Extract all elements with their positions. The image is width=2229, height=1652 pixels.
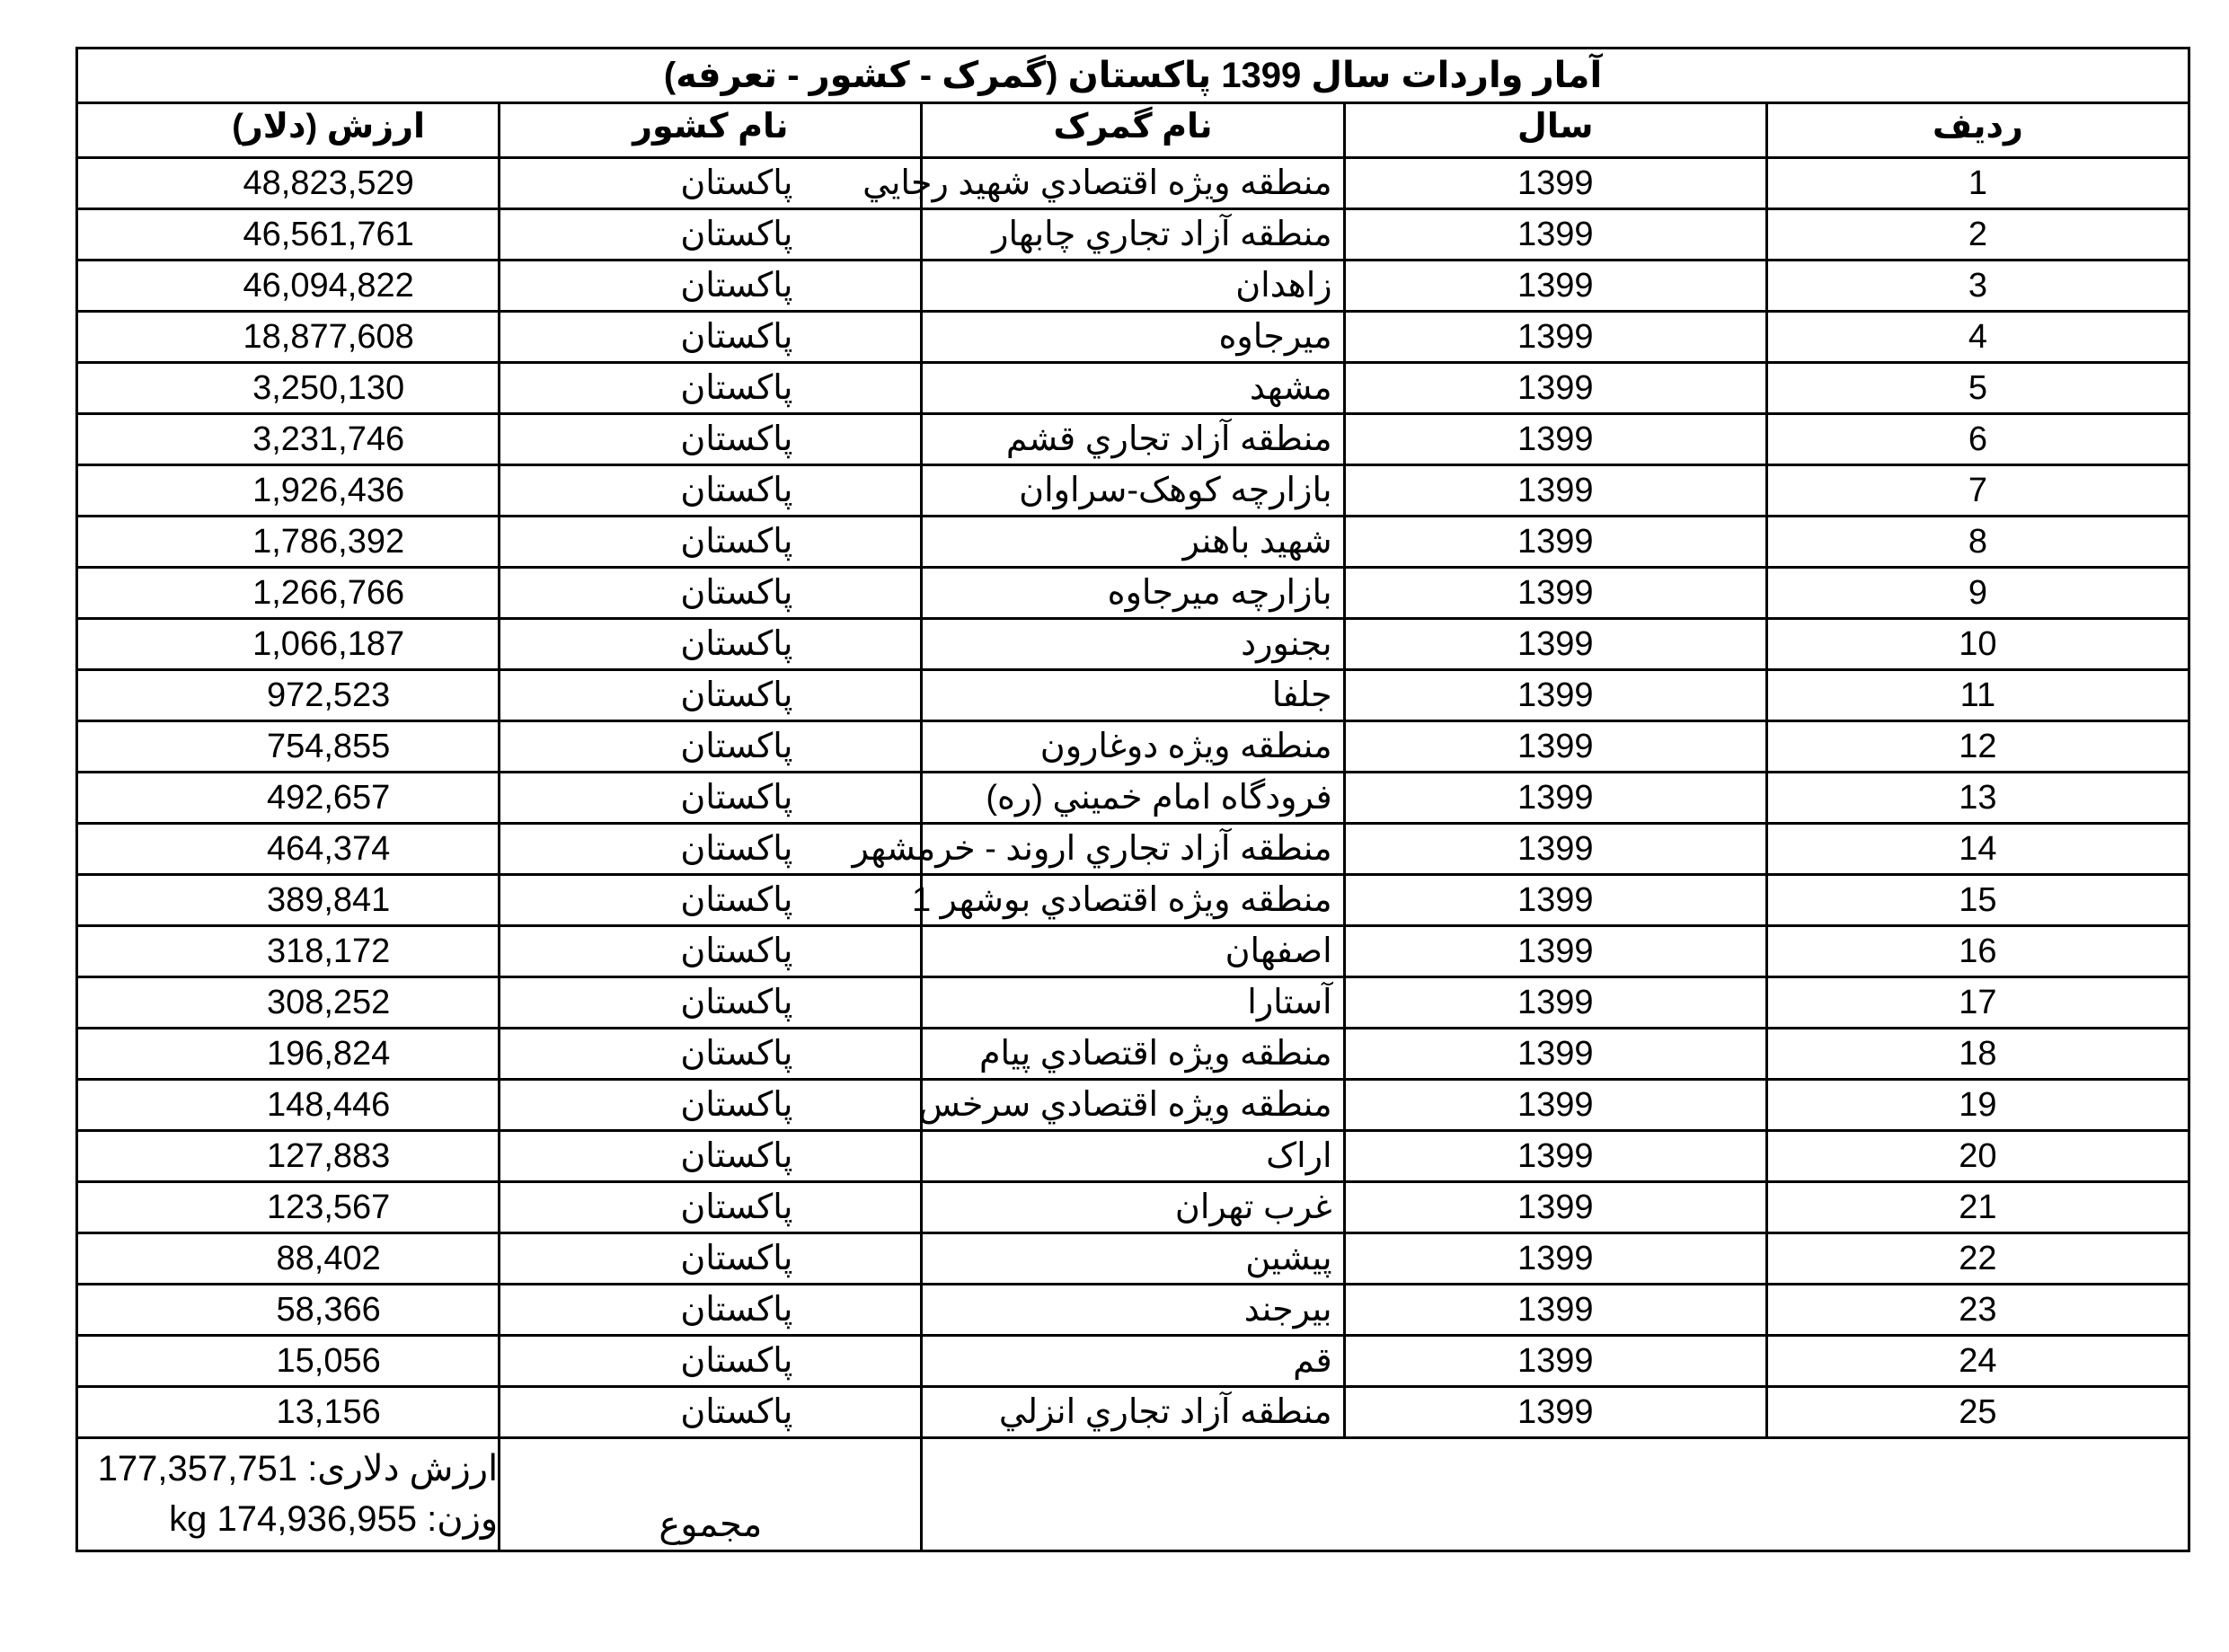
total-empty-cell (922, 1438, 2189, 1551)
table-row (77, 517, 2189, 568)
table-row (77, 1285, 2189, 1336)
cell-value: 492,657 (77, 773, 500, 824)
table-row (77, 721, 2189, 773)
cell-radif: 21 (1766, 1182, 2189, 1233)
table-row (77, 1387, 2189, 1438)
cell-year: 1399 (1344, 209, 1766, 261)
cell-country: پاکستان (500, 1233, 922, 1285)
table-row (77, 977, 2189, 1029)
cell-radif: 25 (1766, 1387, 2189, 1438)
cell-country: پاکستان (500, 209, 922, 261)
header-row (77, 103, 2189, 158)
cell-customs: منطقه ويژه اقتصادي سرخس (922, 1080, 1344, 1131)
cell-year: 1399 (1344, 414, 1766, 465)
cell-year: 1399 (1344, 1233, 1766, 1285)
cell-year: 1399 (1344, 1285, 1766, 1336)
cell-customs: بازارچه ميرجاوه (922, 568, 1344, 619)
cell-country: پاکستان (500, 721, 922, 773)
cell-year: 1399 (1344, 1029, 1766, 1080)
cell-customs: شهيد باهنر (922, 517, 1344, 568)
cell-year: 1399 (1344, 1182, 1766, 1233)
cell-value: 148,446 (77, 1080, 500, 1131)
total-value-label: ارزش دلاری: (307, 1449, 499, 1489)
cell-country: پاکستان (500, 1336, 922, 1387)
total-weight-label: وزن: (427, 1499, 499, 1539)
cell-country: پاکستان (500, 773, 922, 824)
cell-year: 1399 (1344, 875, 1766, 926)
cell-radif: 16 (1766, 926, 2189, 977)
cell-radif: 19 (1766, 1080, 2189, 1131)
cell-customs: منطقه ويژه اقتصادي بوشهر 1 (922, 875, 1344, 926)
cell-radif: 5 (1766, 363, 2189, 414)
header-value: ارزش (دلار) (77, 103, 500, 158)
cell-customs: غرب تهران (922, 1182, 1344, 1233)
cell-year: 1399 (1344, 1336, 1766, 1387)
table-row (77, 1029, 2189, 1080)
cell-radif: 4 (1766, 312, 2189, 363)
cell-value: 196,824 (77, 1029, 500, 1080)
table-body (77, 158, 2189, 1438)
table-row (77, 1131, 2189, 1182)
cell-value: 13,156 (77, 1387, 500, 1438)
cell-value: 48,823,529 (77, 158, 500, 209)
cell-country: پاکستان (500, 824, 922, 875)
table-row (77, 568, 2189, 619)
cell-customs: جلفا (922, 670, 1344, 721)
cell-year: 1399 (1344, 312, 1766, 363)
cell-customs: منطقه ويژه اقتصادي شهيد رجايي (922, 158, 1344, 209)
cell-value: 389,841 (77, 875, 500, 926)
cell-value: 3,231,746 (77, 414, 500, 465)
cell-customs: منطقه ويژه اقتصادي پيام (922, 1029, 1344, 1080)
total-value: 177,357,751 (97, 1449, 298, 1489)
cell-value: 308,252 (77, 977, 500, 1029)
cell-country: پاکستان (500, 1131, 922, 1182)
title-row (77, 49, 2189, 103)
cell-country: پاکستان (500, 1080, 922, 1131)
cell-country: پاکستان (500, 1285, 922, 1336)
table-row (77, 261, 2189, 312)
cell-customs: بيرجند (922, 1285, 1344, 1336)
cell-radif: 22 (1766, 1233, 2189, 1285)
cell-radif: 9 (1766, 568, 2189, 619)
cell-customs: آستارا (922, 977, 1344, 1029)
cell-value: 464,374 (77, 824, 500, 875)
total-row (77, 1438, 2189, 1551)
cell-country: پاکستان (500, 1182, 922, 1233)
cell-radif: 6 (1766, 414, 2189, 465)
cell-radif: 8 (1766, 517, 2189, 568)
table-row (77, 619, 2189, 670)
table-title: آمار واردات سال 1399 پاکستان (گمرک - کشور - تعرفه) (77, 49, 2189, 103)
cell-value: 88,402 (77, 1233, 500, 1285)
cell-customs: ميرجاوه (922, 312, 1344, 363)
cell-radif: 1 (1766, 158, 2189, 209)
cell-value: 1,266,766 (77, 568, 500, 619)
import-stats-sheet (75, 47, 2190, 1552)
cell-country: پاکستان (500, 568, 922, 619)
cell-year: 1399 (1344, 1131, 1766, 1182)
cell-customs: اصفهان (922, 926, 1344, 977)
cell-country: پاکستان (500, 977, 922, 1029)
header-customs: نام گمرک (922, 103, 1344, 158)
cell-customs: منطقه آزاد تجاري چابهار (922, 209, 1344, 261)
cell-customs: مشهد (922, 363, 1344, 414)
cell-value: 3,250,130 (77, 363, 500, 414)
cell-value: 972,523 (77, 670, 500, 721)
cell-radif: 13 (1766, 773, 2189, 824)
cell-radif: 7 (1766, 465, 2189, 517)
header-country: نام کشور (500, 103, 922, 158)
cell-customs: منطقه آزاد تجاري قشم (922, 414, 1344, 465)
cell-value: 46,561,761 (77, 209, 500, 261)
cell-radif: 23 (1766, 1285, 2189, 1336)
cell-year: 1399 (1344, 926, 1766, 977)
cell-radif: 24 (1766, 1336, 2189, 1387)
cell-year: 1399 (1344, 465, 1766, 517)
cell-year: 1399 (1344, 721, 1766, 773)
cell-year: 1399 (1344, 158, 1766, 209)
cell-radif: 11 (1766, 670, 2189, 721)
cell-country: پاکستان (500, 1029, 922, 1080)
cell-year: 1399 (1344, 670, 1766, 721)
cell-country: پاکستان (500, 261, 922, 312)
total-label: مجموع (500, 1438, 922, 1551)
table-row (77, 926, 2189, 977)
cell-value: 15,056 (77, 1336, 500, 1387)
cell-country: پاکستان (500, 875, 922, 926)
cell-value: 754,855 (77, 721, 500, 773)
cell-value: 123,567 (77, 1182, 500, 1233)
cell-value: 1,786,392 (77, 517, 500, 568)
cell-radif: 14 (1766, 824, 2189, 875)
cell-value: 127,883 (77, 1131, 500, 1182)
cell-country: پاکستان (500, 414, 922, 465)
cell-value: 18,877,608 (77, 312, 500, 363)
table-row (77, 465, 2189, 517)
cell-value: 58,366 (77, 1285, 500, 1336)
cell-radif: 17 (1766, 977, 2189, 1029)
cell-country: پاکستان (500, 517, 922, 568)
cell-year: 1399 (1344, 773, 1766, 824)
cell-country: پاکستان (500, 158, 922, 209)
header-year: سال (1344, 103, 1766, 158)
cell-customs: قم (922, 1336, 1344, 1387)
cell-radif: 15 (1766, 875, 2189, 926)
cell-radif: 10 (1766, 619, 2189, 670)
table-row (77, 1336, 2189, 1387)
table-row (77, 209, 2189, 261)
table-row (77, 312, 2189, 363)
table-row (77, 414, 2189, 465)
cell-country: پاکستان (500, 312, 922, 363)
cell-radif: 2 (1766, 209, 2189, 261)
cell-country: پاکستان (500, 465, 922, 517)
cell-year: 1399 (1344, 824, 1766, 875)
total-values-cell (77, 1438, 500, 1551)
cell-customs: منطقه آزاد تجاري اروند - خرمشهر (922, 824, 1344, 875)
cell-value: 318,172 (77, 926, 500, 977)
table-row (77, 773, 2189, 824)
cell-country: پاکستان (500, 1387, 922, 1438)
cell-country: پاکستان (500, 926, 922, 977)
total-weight-number: 174,936,955 (217, 1499, 417, 1539)
cell-country: پاکستان (500, 363, 922, 414)
cell-radif: 12 (1766, 721, 2189, 773)
import-stats-table (75, 47, 2190, 1552)
cell-customs: فرودگاه امام خميني (ره) (922, 773, 1344, 824)
cell-year: 1399 (1344, 517, 1766, 568)
cell-year: 1399 (1344, 261, 1766, 312)
cell-value: 46,094,822 (77, 261, 500, 312)
table-row (77, 1182, 2189, 1233)
cell-year: 1399 (1344, 619, 1766, 670)
cell-customs: بجنورد (922, 619, 1344, 670)
header-radif: رديف (1766, 103, 2189, 158)
cell-country: پاکستان (500, 670, 922, 721)
cell-year: 1399 (1344, 363, 1766, 414)
cell-customs: زاهدان (922, 261, 1344, 312)
cell-value: 1,066,187 (77, 619, 500, 670)
cell-country: پاکستان (500, 619, 922, 670)
table-row (77, 1233, 2189, 1285)
cell-year: 1399 (1344, 1080, 1766, 1131)
cell-radif: 18 (1766, 1029, 2189, 1080)
table-row (77, 363, 2189, 414)
table-row (77, 670, 2189, 721)
total-value-line (78, 1448, 498, 1489)
cell-radif: 3 (1766, 261, 2189, 312)
table-row (77, 158, 2189, 209)
cell-year: 1399 (1344, 1387, 1766, 1438)
cell-customs: اراک (922, 1131, 1344, 1182)
table-row (77, 875, 2189, 926)
total-weight (169, 1499, 417, 1539)
cell-customs: بازارچه کوهک-سراوان (922, 465, 1344, 517)
cell-radif: 20 (1766, 1131, 2189, 1182)
table-row (77, 1080, 2189, 1131)
cell-year: 1399 (1344, 977, 1766, 1029)
cell-customs: منطقه آزاد تجاري انزلي (922, 1387, 1344, 1438)
cell-customs: پيشين (922, 1233, 1344, 1285)
cell-year: 1399 (1344, 568, 1766, 619)
total-weight-line (78, 1498, 498, 1540)
table-row (77, 824, 2189, 875)
cell-value: 1,926,436 (77, 465, 500, 517)
total-weight-unit: kg (169, 1499, 208, 1539)
cell-customs: منطقه ويژه دوغارون (922, 721, 1344, 773)
